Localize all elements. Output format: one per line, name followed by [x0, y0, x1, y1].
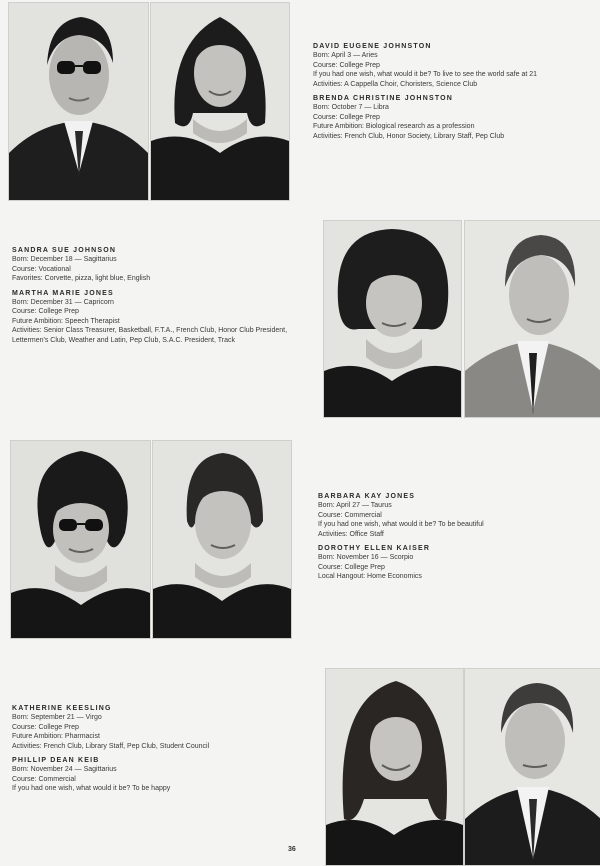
- bio-entry: [313, 42, 595, 89]
- portrait-boy-suit-2: [465, 669, 600, 865]
- bio-line: Activities: A Cappella Choir, Choristers, Science Club: [313, 80, 478, 88]
- bio-line: If you had one wish, what would it be? To be happy: [12, 785, 171, 793]
- student-name: DAVID EUGENE JOHNSTON: [313, 43, 432, 50]
- portrait-boy-suit: [465, 221, 600, 417]
- bio-block-2: [12, 246, 300, 350]
- student-name: PHILLIP DEAN KEIB: [12, 757, 100, 765]
- portrait-boy-glasses: [9, 3, 148, 200]
- bio-entry: [318, 544, 596, 582]
- bio-line: Born: December 18 — Sagittarius: [12, 256, 117, 264]
- bio-line: Future Ambition: Biological research as a profession: [313, 123, 475, 131]
- portrait-girl-bouffant: [324, 221, 461, 417]
- portrait-girl-short-hair: [153, 441, 291, 638]
- page-number: 36: [288, 846, 296, 853]
- bio-line: Born: November 16 — Scorpio: [318, 554, 414, 562]
- portrait-girl-bouffant-glasses: [11, 441, 150, 638]
- bio-line: Born: November 24 — Sagittarius: [12, 766, 117, 774]
- portrait-photo-3: [323, 220, 462, 418]
- portrait-photo-8: [464, 668, 600, 866]
- bio-line: Activities: Senior Class Treasurer, Basketball, F.T.A., French Club, Honor Club President, Lettermen's Club, Weather and Latin, Pep Club, S.A.C. President, Track: [12, 327, 288, 344]
- bio-line: Activities: Office Staff: [318, 530, 384, 538]
- bio-line: If you had one wish, what would it be? To be beautiful: [318, 521, 484, 529]
- student-name: MARTHA MARIE JONES: [12, 289, 114, 297]
- student-name: SANDRA SUE JOHNSON: [12, 247, 117, 254]
- bio-line: Activities: French Club, Library Staff, Pep Club, Student Council: [12, 742, 210, 750]
- student-name: DOROTHY ELLEN KAISER: [318, 545, 431, 553]
- bio-line: Course: College Prep: [12, 308, 79, 316]
- bio-line: Born: April 27 — Taurus: [318, 502, 392, 510]
- portrait-photo-2: [150, 2, 290, 201]
- bio-entry: [313, 94, 595, 141]
- portrait-photo-7: [325, 668, 464, 866]
- bio-line: Born: September 21 — Virgo: [12, 714, 102, 722]
- student-name: KATHERINE KEESLING: [12, 705, 112, 712]
- bio-line: Future Ambition: Pharmacist: [12, 733, 100, 741]
- bio-line: Course: College Prep: [318, 563, 385, 571]
- bio-entry: [12, 756, 302, 794]
- bio-line: Born: April 3 — Aries: [313, 52, 378, 60]
- bio-block-1: [313, 42, 595, 146]
- portrait-photo-5: [10, 440, 151, 639]
- bio-line: Future Ambition: Speech Therapist: [12, 317, 120, 325]
- student-name: BARBARA KAY JONES: [318, 493, 416, 500]
- bio-line: Local Hangout: Home Economics: [318, 573, 422, 581]
- bio-line: Course: Commercial: [12, 775, 76, 783]
- portrait-girl-long-hair: [151, 3, 289, 200]
- portrait-photo-4: [464, 220, 600, 418]
- bio-line: Born: October 7 — Libra: [313, 104, 389, 112]
- bio-line: Favorites: Corvette, pizza, light blue, English: [12, 275, 151, 283]
- bio-entry: [318, 492, 596, 539]
- student-name: BRENDA CHRISTINE JOHNSTON: [313, 95, 454, 103]
- bio-line: Activities: French Club, Honor Society, Library Staff, Pep Club: [313, 132, 505, 140]
- bio-block-4: [12, 704, 302, 799]
- bio-entry: [12, 704, 302, 751]
- bio-line: If you had one wish, what would it be? To live to see the world safe at 21: [313, 71, 538, 79]
- bio-block-3: [318, 492, 596, 587]
- bio-entry: [12, 289, 300, 345]
- portrait-girl-long-hair-smiling: [326, 669, 463, 865]
- bio-line: Born: December 31 — Capricorn: [12, 299, 114, 307]
- bio-line: Course: College Prep: [313, 113, 380, 121]
- bio-entry: [12, 246, 300, 284]
- bio-line: Course: Commercial: [318, 511, 382, 519]
- bio-line: Course: College Prep: [12, 723, 79, 731]
- bio-line: Course: College Prep: [313, 61, 380, 69]
- bio-line: Course: Vocational: [12, 265, 71, 273]
- portrait-photo-6: [152, 440, 292, 639]
- portrait-photo-1: [8, 2, 149, 201]
